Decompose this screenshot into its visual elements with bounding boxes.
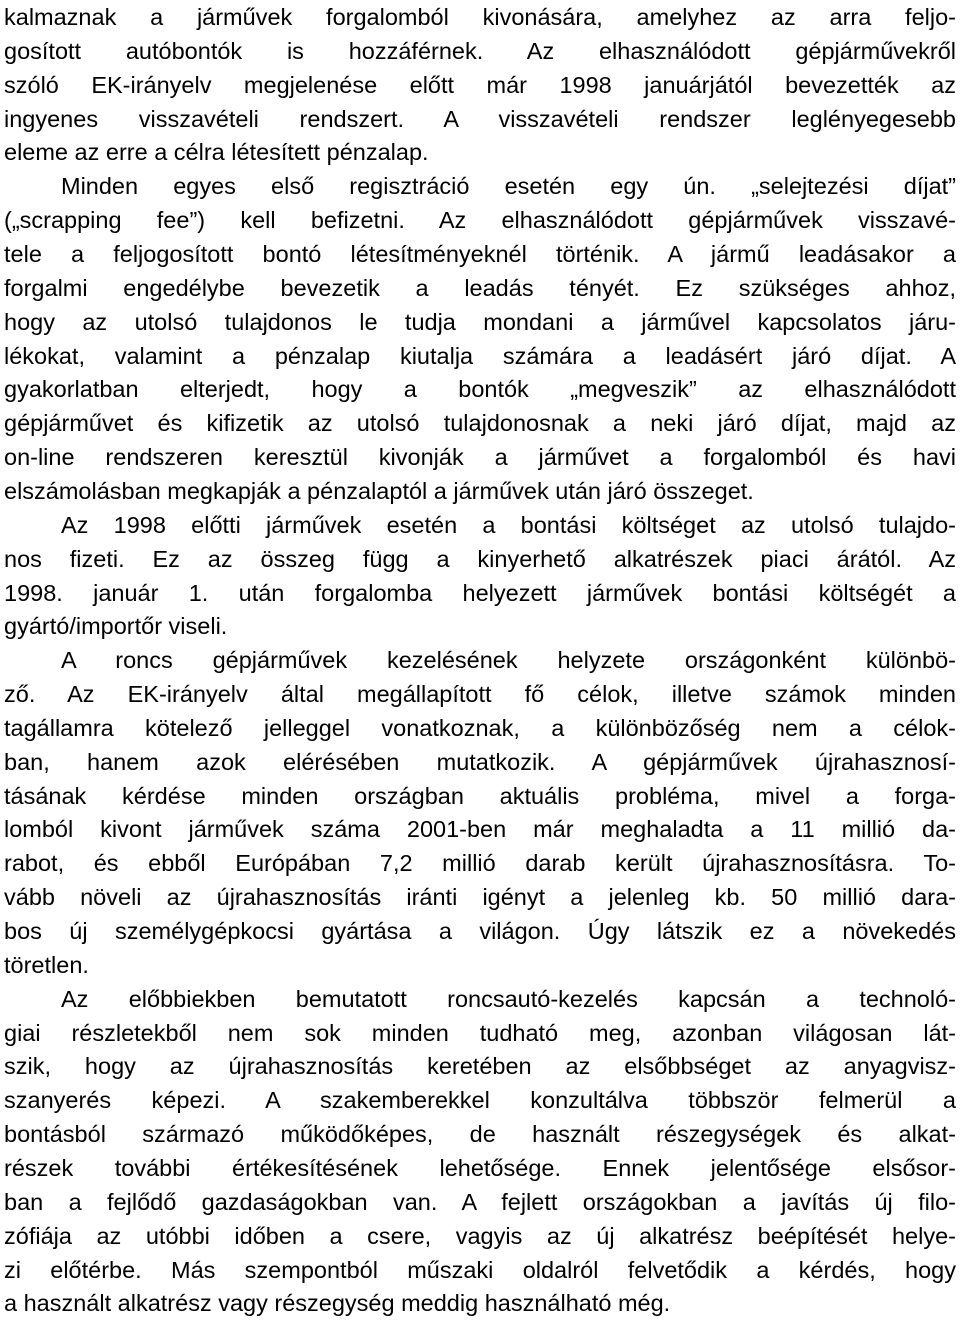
text-line: gosított autóbontók is hozzáférnek. Az elhasználódott gépjárművekről — [4, 37, 956, 64]
text-line: ban a fejlődő gazdaságokban van. A fejlett országokban a javítás új filo- — [4, 1188, 956, 1215]
text-line: eleme az erre a célra létesített pénzalap. — [4, 139, 429, 166]
text-line: forgalmi engedélybe bevezetik a leadás tényét. Ez szükséges ahhoz, — [4, 274, 956, 301]
text-line: bos új személygépkocsi gyártása a világon. Úgy látszik ez a növekedés — [4, 918, 956, 944]
text-line: részek további értékesítésének lehetősége. Ennek jelentősége elsősor- — [4, 1154, 956, 1181]
text-line: hogy az utolsó tulajdonos le tudja mondani a járművel kapcsolatos járu- — [4, 308, 956, 335]
text-line: A roncs gépjárművek kezelésének helyzete országonként különbö- — [61, 647, 956, 674]
text-line: zófiája az utóbbi időben a csere, vagyis az új alkatrész beépítését helye- — [4, 1222, 956, 1249]
text-line: on-line rendszeren keresztül kivonják a járművet a forgalomból és havi — [4, 444, 956, 471]
text-line: nos fizeti. Ez az összeg függ a kinyerhető alkatrészek piaci árától. Az — [4, 545, 956, 572]
text-line: kalmaznak a járművek forgalomból kivonására, amelyhez az arra feljo- — [4, 4, 956, 30]
text-line: lomból kivont járművek száma 2001-ben már meghaladta a 11 millió da- — [4, 816, 956, 843]
text-line: Az előbbiekben bemutatott roncsautó-kezelés kapcsán a technoló- — [61, 985, 956, 1012]
text-line: giai részletekből nem sok minden tudható meg, azonban világosan lát- — [4, 1019, 956, 1046]
text-line: tásának kérdése minden országban aktuális probléma, mivel a forga- — [4, 782, 956, 809]
text-line: tagállamra kötelező jelleggel vonatkoznak, a különbözőség nem a célok- — [4, 714, 956, 741]
text-line: gépjárművet és kifizetik az utolsó tulajdonosnak a neki járó díjat, majd az — [4, 410, 956, 437]
text-line: vább növeli az újrahasznosítás iránti igényt a jelenleg kb. 50 millió dara- — [4, 884, 956, 911]
text-line: 1998. január 1. után forgalomba helyezett járművek bontási költségét a — [4, 579, 956, 606]
text-line: bontásból származó működőképes, de használt részegységek és alkat- — [4, 1121, 956, 1147]
text-line: gyártó/importőr viseli. — [4, 613, 228, 640]
text-line: ingyenes visszavételi rendszert. A visszavételi rendszer leglényegesebb — [4, 105, 956, 132]
text-line: tele a feljogosított bontó létesítményeknél történik. A jármű leadásakor a — [4, 241, 956, 267]
text-line: ző. Az EK-irányelv által megállapított fő célok, illetve számok minden — [4, 681, 956, 707]
text-line: ban, hanem azok elérésében mutatkozik. A gépjárművek újrahasznosí- — [4, 748, 956, 775]
text-line: Minden egyes első regisztráció esetén egy ún. „selejtezési díjat” — [61, 173, 956, 200]
text-line: a használt alkatrész vagy részegység meddig használható még. — [4, 1290, 671, 1317]
text-line: töretlen. — [4, 951, 89, 978]
text-line: („scrapping fee”) kell befizetni. Az elhasználódott gépjárművek visszavé- — [4, 207, 956, 234]
text-line: elszámolásban megkapják a pénzalaptól a járművek után járó összeget. — [4, 477, 754, 504]
text-line: szik, hogy az újrahasznosítás keretében az elsőbbséget az anyagvisz- — [4, 1053, 956, 1080]
text-line: lékokat, valamint a pénzalap kiutalja számára a leadásért járó díjat. A — [4, 342, 956, 369]
text-line: gyakorlatban elterjedt, hogy a bontók „megveszik” az elhasználódott — [4, 376, 956, 403]
text-line: rabot, és ebből Európában 7,2 millió darab került újrahasznosításra. To- — [4, 850, 956, 877]
text-line: Az 1998 előtti járművek esetén a bontási költséget az utolsó tulajdo- — [61, 511, 956, 538]
text-line: szóló EK-irányelv megjelenése előtt már 1998 januárjától bevezették az — [4, 71, 956, 98]
text-line: zi előtérbe. Más szempontból műszaki oldalról felvetődik a kérdés, hogy — [4, 1256, 956, 1283]
text-line: szanyerés képezi. A szakemberekkel konzultálva többször felmerül a — [4, 1087, 956, 1114]
